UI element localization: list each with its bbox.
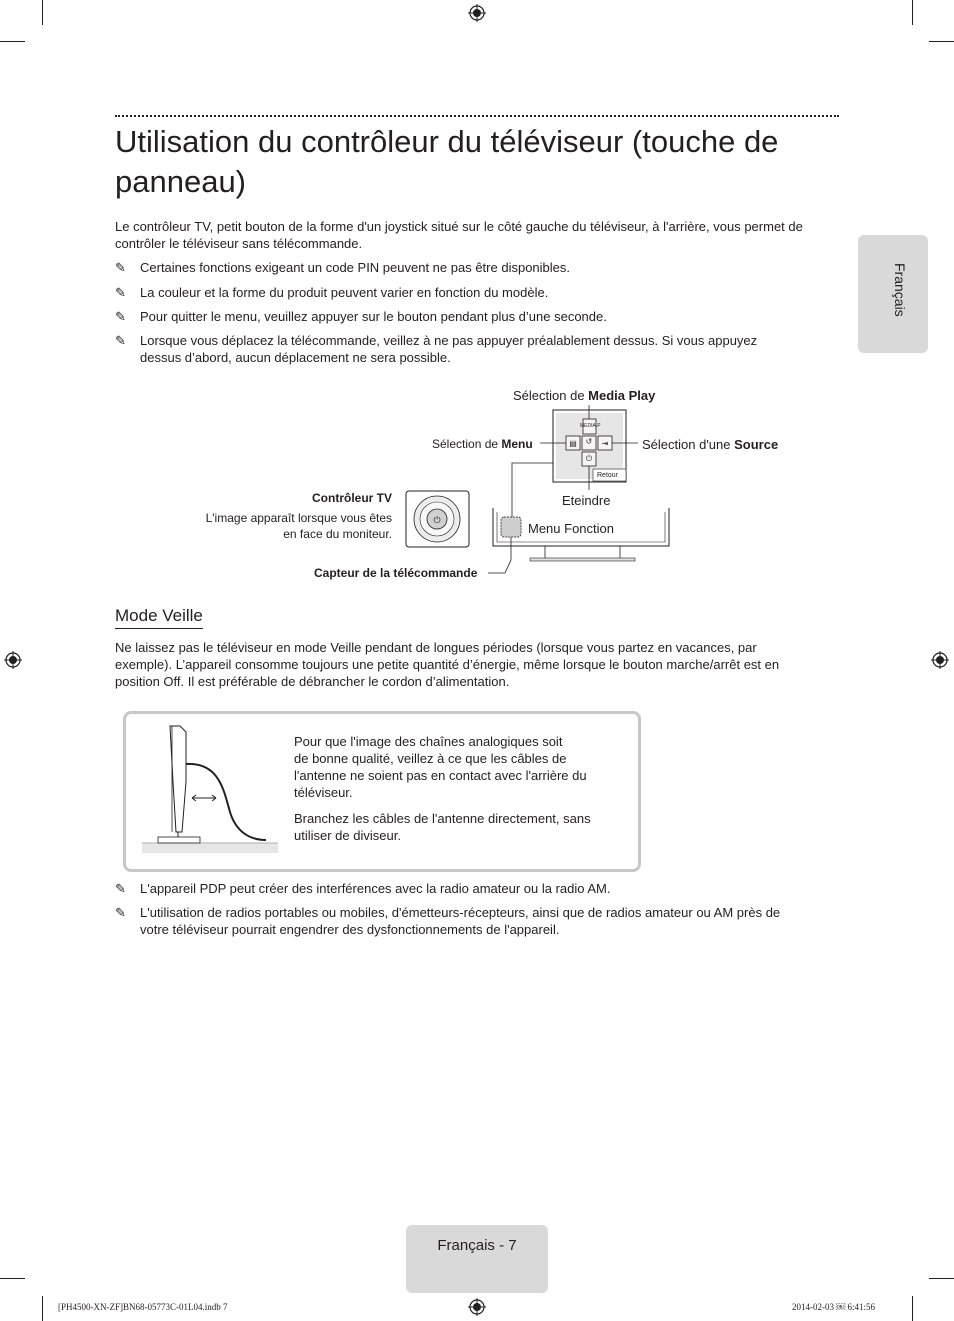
media-play-bold: Media Play	[588, 388, 656, 403]
box-line: téléviseur.	[294, 785, 353, 800]
menu-label	[432, 436, 533, 452]
registration-mark-icon	[468, 4, 486, 22]
language-side-tab	[858, 235, 928, 353]
intro-paragraph	[115, 218, 845, 252]
svg-text:⇥: ⇥	[601, 439, 609, 448]
note-text: La couleur et la forme du produit peuvent varier en fonction du modèle.	[140, 285, 549, 300]
pencil-note-icon: ✎	[115, 285, 126, 300]
veille-line: Ne laissez pas le téléviseur en mode Veille pendant de longues périodes (lorsque vous partez en vacances, par	[115, 640, 757, 655]
pencil-note-icon: ✎	[115, 333, 126, 348]
menu-prefix: Sélection de	[432, 437, 502, 451]
source-label	[642, 437, 778, 453]
note-line: dessus d’abord, aucun déplacement ne sera possible.	[140, 350, 451, 365]
crop-mark	[0, 1278, 25, 1279]
media-tiny-label: MEDIA.P	[580, 423, 601, 429]
page-title: Utilisation du contrôleur du téléviseur (touche de panneau)	[115, 124, 779, 199]
crop-mark	[0, 41, 25, 42]
registration-mark-icon	[468, 1298, 486, 1316]
note-line: Lorsque vous déplacez la télécommande, veillez à ne pas appuyer préalablement dessus. Si vous appuyez	[140, 333, 758, 348]
intro-line: contrôler le téléviseur sans télécommande.	[115, 236, 363, 251]
svg-text:↺: ↺	[585, 437, 593, 446]
section-heading: Mode Veille	[115, 605, 203, 629]
tv-controller-diagram	[400, 405, 670, 580]
note-text	[140, 904, 840, 938]
veille-line: position Off. Il est préférable de débrancher le cordon d’alimentation.	[115, 674, 510, 689]
media-play-label	[513, 388, 655, 404]
box-line: utiliser de diviseur.	[294, 828, 401, 843]
crop-mark	[929, 41, 954, 42]
note-item	[115, 259, 845, 276]
eteindre-label: Eteindre	[562, 493, 611, 508]
note-line: L'utilisation de radios portables ou mobiles, d'émetteurs-récepteurs, ainsi que de radios amateur ou AM près de	[140, 905, 781, 920]
registration-mark-icon	[4, 651, 22, 669]
source-bold: Source	[734, 437, 779, 452]
pencil-note-icon: ✎	[115, 260, 126, 275]
svg-text:⏻: ⏻	[433, 515, 441, 525]
pencil-note-icon: ✎	[115, 309, 126, 324]
controleur-desc-line: L'image apparaît lorsque vous êtes	[205, 511, 392, 525]
crop-mark	[912, 1296, 913, 1321]
box-line: Branchez les câbles de l'antenne directement, sans	[294, 811, 591, 826]
box-line: Pour que l'image des chaînes analogiques soit	[294, 734, 563, 749]
crop-mark	[42, 1296, 43, 1321]
imprint-right: 2014-02-03 ￼ 6:41:56	[792, 1302, 875, 1312]
svg-text:⏻: ⏻	[585, 454, 593, 463]
tv-side-cable-illustration	[140, 722, 280, 857]
note-line: votre téléviseur pourrait engendrer des dysfonctionnements de l'appareil.	[140, 922, 560, 937]
crop-mark	[42, 0, 43, 25]
note-text	[140, 332, 840, 366]
page-number-label: Français - 7	[437, 1237, 517, 1254]
note-item	[115, 284, 845, 301]
retour-label: Retour	[597, 472, 619, 479]
source-prefix: Sélection d'une	[642, 437, 735, 452]
note-text: Pour quitter le menu, veuillez appuyer sur le bouton pendant plus d’une seconde.	[140, 309, 607, 324]
crop-mark	[929, 1278, 954, 1279]
title-rule	[115, 115, 839, 117]
registration-mark-icon	[931, 651, 949, 669]
menu-fonction-label: Menu Fonction	[528, 521, 614, 536]
box-line: de bonne qualité, veillez à ce que les câbles de	[294, 751, 567, 766]
controleur-desc-line: en face du moniteur.	[283, 527, 392, 541]
note-item	[115, 904, 845, 938]
box-paragraph-2	[294, 810, 614, 844]
imprint-left: [PH4500-XN-ZF]BN68-05773C-01L04.indb 7	[58, 1302, 228, 1312]
media-play-prefix: Sélection de	[513, 388, 589, 403]
pencil-note-icon: ✎	[115, 905, 126, 920]
controleur-desc	[185, 510, 392, 542]
veille-paragraph	[115, 639, 845, 690]
note-item	[115, 880, 845, 897]
intro-line: Le contrôleur TV, petit bouton de la forme d'un joystick situé sur le côté gauche du téléviseur, à l'arrière, vous permet de	[115, 219, 803, 234]
note-text: Certaines fonctions exigeant un code PIN peuvent ne pas être disponibles.	[140, 260, 570, 275]
pencil-note-icon: ✎	[115, 881, 126, 896]
box-paragraph-1	[294, 733, 614, 801]
menu-bold: Menu	[501, 437, 533, 451]
crop-mark	[912, 0, 913, 25]
language-side-tab-label: Français	[892, 263, 908, 317]
capteur-label: Capteur de la télécommande	[314, 566, 478, 580]
note-item	[115, 332, 845, 366]
note-item	[115, 308, 845, 325]
svg-text:▤: ▤	[569, 439, 577, 448]
note-text: L'appareil PDP peut créer des interférences avec la radio amateur ou la radio AM.	[140, 881, 611, 896]
box-line: l'antenne ne soient pas en contact avec l'arrière du	[294, 768, 587, 783]
controleur-title: Contrôleur TV	[312, 491, 392, 505]
page-number-tab	[406, 1225, 548, 1293]
veille-line: exemple). L’appareil consomme toujours une petite quantité d’énergie, même lorsque le bouton marche/arrêt est en	[115, 657, 780, 672]
